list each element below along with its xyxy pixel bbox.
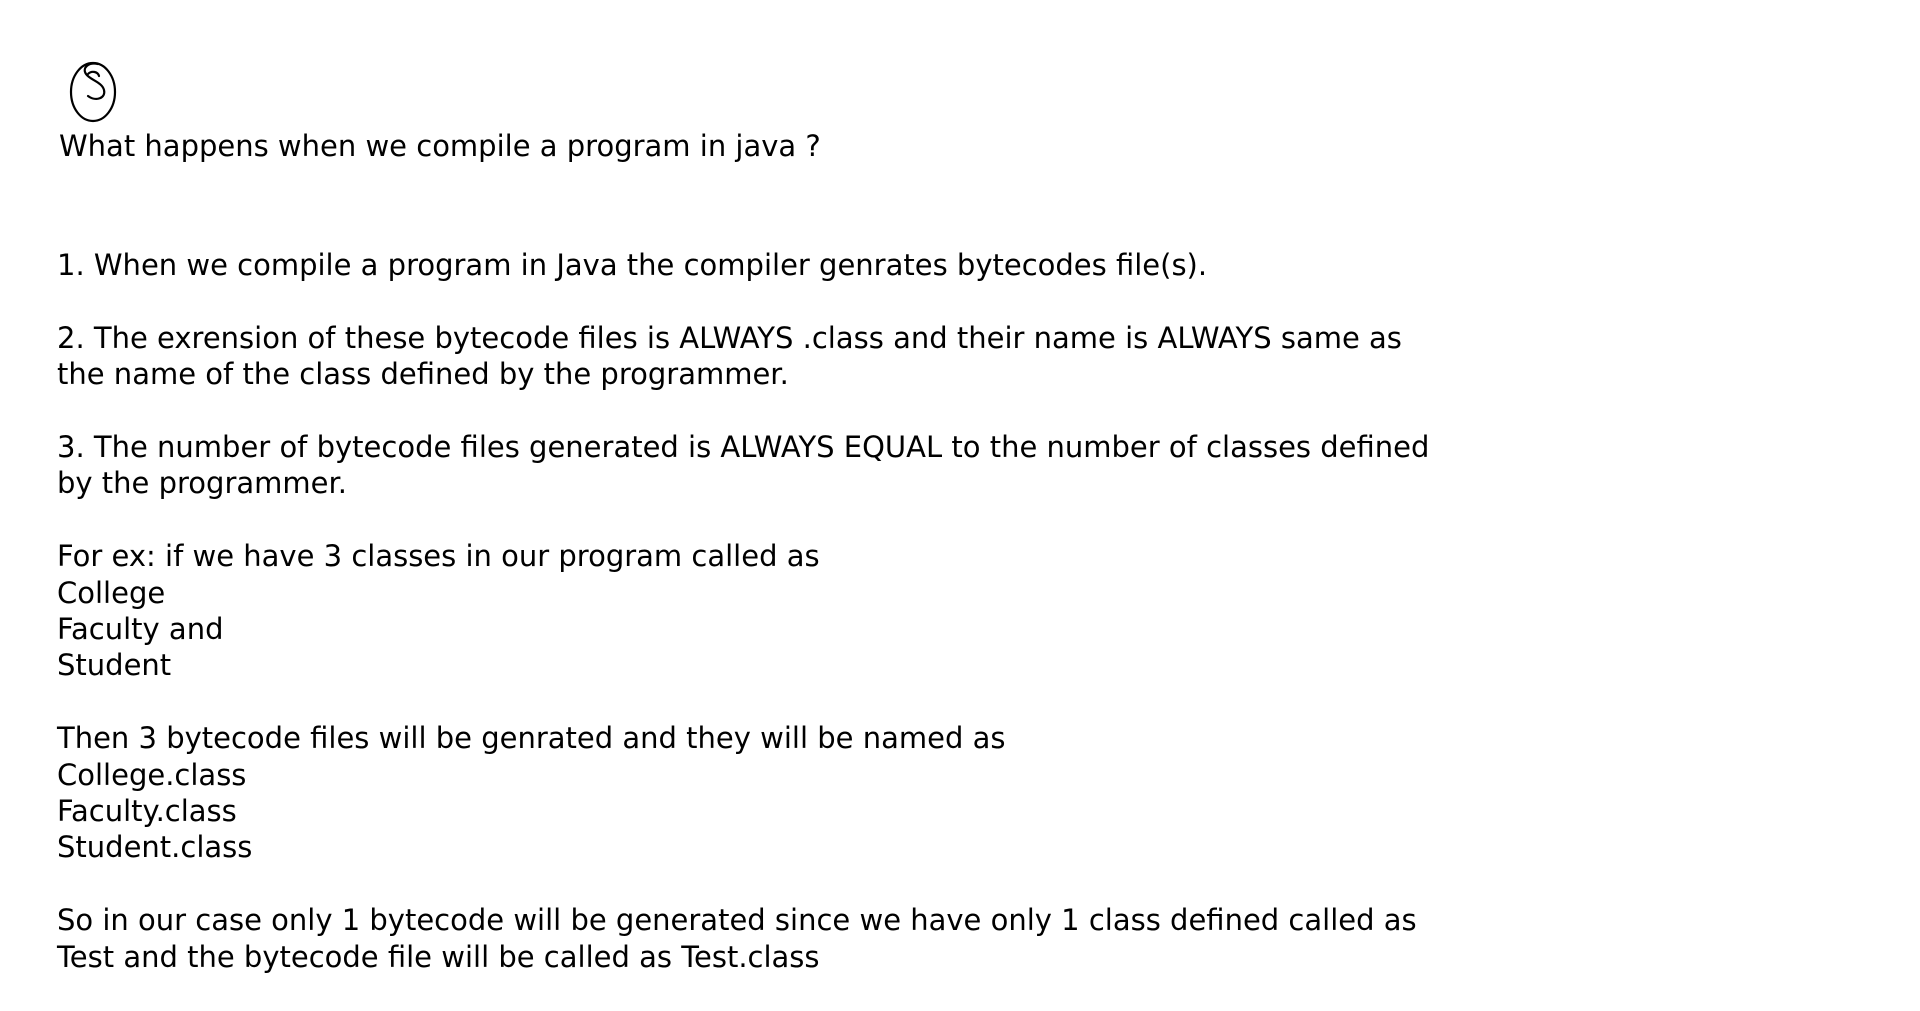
text-line: Faculty.class — [57, 794, 237, 829]
paragraph-1 — [57, 247, 1429, 283]
text-line: by the programmer. — [57, 466, 347, 501]
text-line: Faculty and — [57, 612, 224, 647]
text-line: Then 3 bytecode files will be genrated and they will be named as — [57, 721, 1006, 756]
text-line: Student — [57, 648, 172, 683]
text-line: 2. The exrension of these bytecode files is ALWAYS .class and their name is ALWAYS same as — [57, 320, 1402, 355]
paragraph-3 — [57, 429, 1429, 502]
text-line: For ex: if we have 3 classes in our program called as — [57, 539, 820, 574]
notes-body — [57, 247, 1429, 1011]
paragraph-4 — [57, 538, 1429, 684]
text-line: College.class — [57, 757, 247, 792]
paragraph-5 — [57, 720, 1429, 866]
handwritten-s-icon — [68, 56, 124, 124]
text-line: So in our case only 1 bytecode will be generated since we have only 1 class defined called as — [57, 903, 1417, 938]
text-line: Test and the bytecode file will be called as Test.class — [57, 939, 820, 974]
text-line: Student.class — [57, 830, 253, 865]
text-line: the name of the class defined by the programmer. — [57, 357, 789, 392]
paragraph-2 — [57, 320, 1429, 393]
text-line: 3. The number of bytecode files generated is ALWAYS EQUAL to the number of classes defined — [57, 430, 1430, 464]
text-line: College — [57, 575, 166, 610]
page-title: What happens when we compile a program in java ? — [59, 129, 821, 163]
paragraph-6 — [57, 902, 1429, 975]
text-line: 1. When we compile a program in Java the compiler genrates bytecodes file(s). — [57, 248, 1208, 282]
